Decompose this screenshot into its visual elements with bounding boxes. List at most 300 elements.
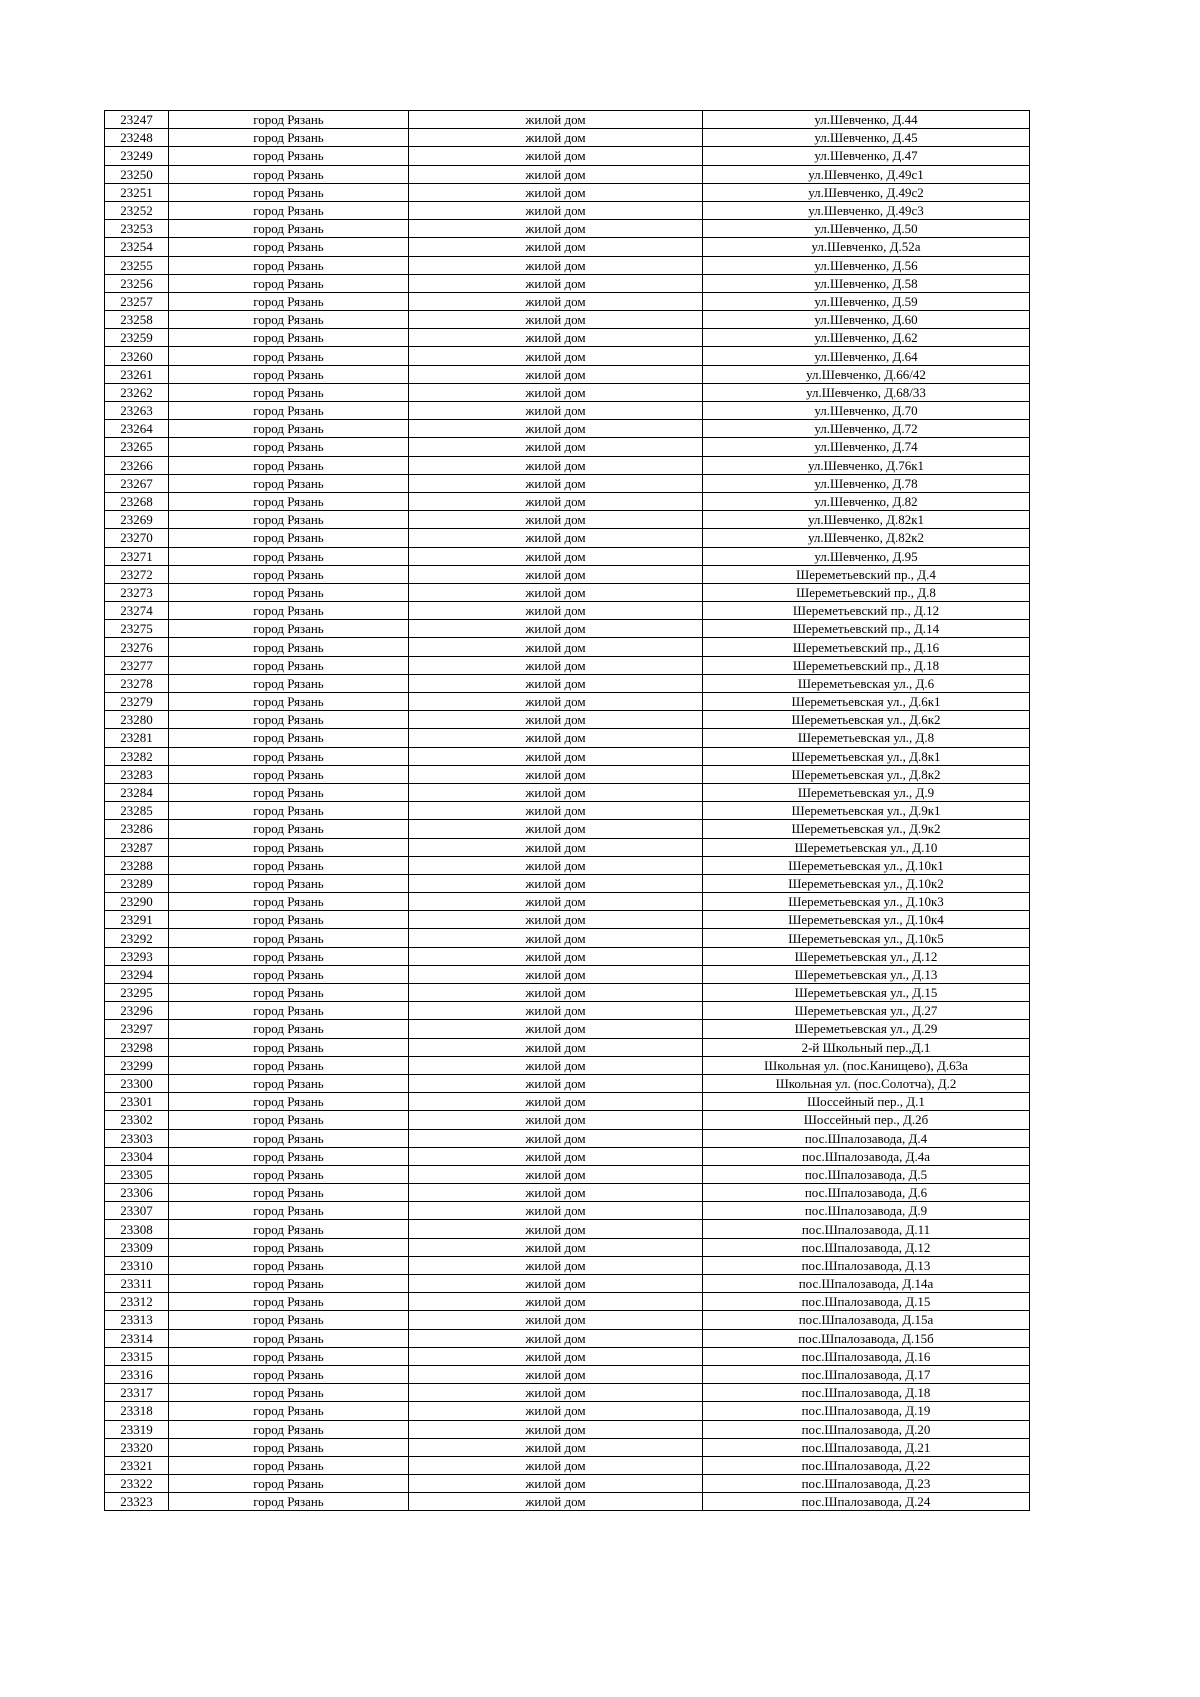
address-cell: пос.Шпалозавода, Д.18 bbox=[703, 1384, 1030, 1402]
city-cell: город Рязань bbox=[169, 729, 409, 747]
table-row bbox=[105, 383, 1030, 401]
city-cell: город Рязань bbox=[169, 783, 409, 801]
row-number-cell: 23253 bbox=[105, 220, 169, 238]
address-cell: ул.Шевченко, Д.56 bbox=[703, 256, 1030, 274]
row-number-cell: 23288 bbox=[105, 856, 169, 874]
city-cell: город Рязань bbox=[169, 183, 409, 201]
row-number-cell: 23255 bbox=[105, 256, 169, 274]
table-row bbox=[105, 420, 1030, 438]
table-row bbox=[105, 1347, 1030, 1365]
building-type-cell: жилой дом bbox=[409, 165, 703, 183]
building-type-cell: жилой дом bbox=[409, 656, 703, 674]
address-cell: Шереметьевская ул., Д.6к2 bbox=[703, 711, 1030, 729]
city-cell: город Рязань bbox=[169, 1111, 409, 1129]
table-row bbox=[105, 1147, 1030, 1165]
city-cell: город Рязань bbox=[169, 1093, 409, 1111]
building-type-cell: жилой дом bbox=[409, 1475, 703, 1493]
address-cell: Шереметьевская ул., Д.10к4 bbox=[703, 911, 1030, 929]
table-row bbox=[105, 1475, 1030, 1493]
row-number-cell: 23309 bbox=[105, 1238, 169, 1256]
building-type-cell: жилой дом bbox=[409, 984, 703, 1002]
building-type-cell: жилой дом bbox=[409, 402, 703, 420]
building-type-cell: жилой дом bbox=[409, 256, 703, 274]
city-cell: город Рязань bbox=[169, 1038, 409, 1056]
building-type-cell: жилой дом bbox=[409, 1402, 703, 1420]
table-row bbox=[105, 1365, 1030, 1383]
table-row bbox=[105, 783, 1030, 801]
address-cell: ул.Шевченко, Д.50 bbox=[703, 220, 1030, 238]
table-row bbox=[105, 201, 1030, 219]
city-cell: город Рязань bbox=[169, 1347, 409, 1365]
city-cell: город Рязань bbox=[169, 311, 409, 329]
building-type-cell: жилой дом bbox=[409, 965, 703, 983]
city-cell: город Рязань bbox=[169, 1184, 409, 1202]
building-type-cell: жилой дом bbox=[409, 383, 703, 401]
address-cell: ул.Шевченко, Д.70 bbox=[703, 402, 1030, 420]
building-type-cell: жилой дом bbox=[409, 456, 703, 474]
table-row bbox=[105, 711, 1030, 729]
building-type-cell: жилой дом bbox=[409, 783, 703, 801]
table-row bbox=[105, 402, 1030, 420]
address-cell: ул.Шевченко, Д.82к2 bbox=[703, 529, 1030, 547]
city-cell: город Рязань bbox=[169, 292, 409, 310]
city-cell: город Рязань bbox=[169, 1365, 409, 1383]
table-row bbox=[105, 220, 1030, 238]
table-row bbox=[105, 292, 1030, 310]
city-cell: город Рязань bbox=[169, 329, 409, 347]
building-type-cell: жилой дом bbox=[409, 1202, 703, 1220]
table-row bbox=[105, 1293, 1030, 1311]
row-number-cell: 23315 bbox=[105, 1347, 169, 1365]
city-cell: город Рязань bbox=[169, 111, 409, 129]
table-row bbox=[105, 565, 1030, 583]
building-type-cell: жилой дом bbox=[409, 674, 703, 692]
address-cell: Шереметьевская ул., Д.8 bbox=[703, 729, 1030, 747]
city-cell: город Рязань bbox=[169, 1074, 409, 1092]
building-type-cell: жилой дом bbox=[409, 329, 703, 347]
building-type-cell: жилой дом bbox=[409, 183, 703, 201]
row-number-cell: 23283 bbox=[105, 765, 169, 783]
table-row bbox=[105, 1311, 1030, 1329]
table-row bbox=[105, 984, 1030, 1002]
address-cell: пос.Шпалозавода, Д.9 bbox=[703, 1202, 1030, 1220]
address-cell: 2-й Школьный пер.,Д.1 bbox=[703, 1038, 1030, 1056]
table-row bbox=[105, 929, 1030, 947]
address-cell: Шоссейный пер., Д.1 bbox=[703, 1093, 1030, 1111]
row-number-cell: 23319 bbox=[105, 1420, 169, 1438]
row-number-cell: 23275 bbox=[105, 620, 169, 638]
address-cell: пос.Шпалозавода, Д.20 bbox=[703, 1420, 1030, 1438]
building-type-cell: жилой дом bbox=[409, 1384, 703, 1402]
row-number-cell: 23290 bbox=[105, 893, 169, 911]
building-type-cell: жилой дом bbox=[409, 1074, 703, 1092]
address-cell: пос.Шпалозавода, Д.17 bbox=[703, 1365, 1030, 1383]
building-type-cell: жилой дом bbox=[409, 292, 703, 310]
row-number-cell: 23258 bbox=[105, 311, 169, 329]
table-row bbox=[105, 311, 1030, 329]
table-row bbox=[105, 365, 1030, 383]
address-cell: Шереметьевский пр., Д.18 bbox=[703, 656, 1030, 674]
address-cell: пос.Шпалозавода, Д.13 bbox=[703, 1256, 1030, 1274]
city-cell: город Рязань bbox=[169, 201, 409, 219]
address-cell: Шереметьевская ул., Д.8к2 bbox=[703, 765, 1030, 783]
row-number-cell: 23262 bbox=[105, 383, 169, 401]
row-number-cell: 23252 bbox=[105, 201, 169, 219]
building-type-cell: жилой дом bbox=[409, 311, 703, 329]
row-number-cell: 23270 bbox=[105, 529, 169, 547]
table-row bbox=[105, 729, 1030, 747]
address-cell: ул.Шевченко, Д.52а bbox=[703, 238, 1030, 256]
building-type-cell: жилой дом bbox=[409, 856, 703, 874]
building-type-cell: жилой дом bbox=[409, 874, 703, 892]
city-cell: город Рязань bbox=[169, 1129, 409, 1147]
address-cell: ул.Шевченко, Д.78 bbox=[703, 474, 1030, 492]
building-type-cell: жилой дом bbox=[409, 129, 703, 147]
building-type-cell: жилой дом bbox=[409, 347, 703, 365]
city-cell: город Рязань bbox=[169, 1293, 409, 1311]
row-number-cell: 23303 bbox=[105, 1129, 169, 1147]
table-row bbox=[105, 1038, 1030, 1056]
building-type-cell: жилой дом bbox=[409, 1056, 703, 1074]
table-row bbox=[105, 620, 1030, 638]
building-type-cell: жилой дом bbox=[409, 1093, 703, 1111]
table-row bbox=[105, 1202, 1030, 1220]
address-cell: пос.Шпалозавода, Д.12 bbox=[703, 1238, 1030, 1256]
table-row bbox=[105, 347, 1030, 365]
city-cell: город Рязань bbox=[169, 1020, 409, 1038]
city-cell: город Рязань bbox=[169, 693, 409, 711]
building-type-cell: жилой дом bbox=[409, 929, 703, 947]
building-type-cell: жилой дом bbox=[409, 893, 703, 911]
row-number-cell: 23304 bbox=[105, 1147, 169, 1165]
table-row bbox=[105, 765, 1030, 783]
row-number-cell: 23313 bbox=[105, 1311, 169, 1329]
city-cell: город Рязань bbox=[169, 620, 409, 638]
table-row bbox=[105, 802, 1030, 820]
address-cell: Шереметьевская ул., Д.27 bbox=[703, 1002, 1030, 1020]
table-row bbox=[105, 874, 1030, 892]
table-row bbox=[105, 1111, 1030, 1129]
address-cell: Шереметьевская ул., Д.15 bbox=[703, 984, 1030, 1002]
city-cell: город Рязань bbox=[169, 929, 409, 947]
address-cell: ул.Шевченко, Д.95 bbox=[703, 547, 1030, 565]
row-number-cell: 23305 bbox=[105, 1165, 169, 1183]
building-type-cell: жилой дом bbox=[409, 1002, 703, 1020]
address-cell: ул.Шевченко, Д.59 bbox=[703, 292, 1030, 310]
address-cell: пос.Шпалозавода, Д.5 bbox=[703, 1165, 1030, 1183]
address-cell: ул.Шевченко, Д.68/33 bbox=[703, 383, 1030, 401]
city-cell: город Рязань bbox=[169, 383, 409, 401]
city-cell: город Рязань bbox=[169, 1456, 409, 1474]
row-number-cell: 23272 bbox=[105, 565, 169, 583]
city-cell: город Рязань bbox=[169, 638, 409, 656]
address-cell: ул.Шевченко, Д.64 bbox=[703, 347, 1030, 365]
city-cell: город Рязань bbox=[169, 802, 409, 820]
address-cell: пос.Шпалозавода, Д.23 bbox=[703, 1475, 1030, 1493]
row-number-cell: 23297 bbox=[105, 1020, 169, 1038]
city-cell: город Рязань bbox=[169, 529, 409, 547]
table-row bbox=[105, 693, 1030, 711]
building-type-cell: жилой дом bbox=[409, 693, 703, 711]
city-cell: город Рязань bbox=[169, 347, 409, 365]
table-row bbox=[105, 183, 1030, 201]
row-number-cell: 23286 bbox=[105, 820, 169, 838]
row-number-cell: 23299 bbox=[105, 1056, 169, 1074]
address-cell: ул.Шевченко, Д.76к1 bbox=[703, 456, 1030, 474]
address-cell: Шереметьевская ул., Д.8к1 bbox=[703, 747, 1030, 765]
row-number-cell: 23300 bbox=[105, 1074, 169, 1092]
table-row bbox=[105, 747, 1030, 765]
city-cell: город Рязань bbox=[169, 456, 409, 474]
building-type-cell: жилой дом bbox=[409, 1111, 703, 1129]
table-row bbox=[105, 1420, 1030, 1438]
table-row bbox=[105, 547, 1030, 565]
address-cell: пос.Шпалозавода, Д.22 bbox=[703, 1456, 1030, 1474]
table-row bbox=[105, 1165, 1030, 1183]
building-type-cell: жилой дом bbox=[409, 111, 703, 129]
building-type-cell: жилой дом bbox=[409, 1020, 703, 1038]
address-cell: Шереметьевский пр., Д.8 bbox=[703, 583, 1030, 601]
building-type-cell: жилой дом bbox=[409, 529, 703, 547]
building-type-cell: жилой дом bbox=[409, 1329, 703, 1347]
building-type-cell: жилой дом bbox=[409, 1038, 703, 1056]
row-number-cell: 23279 bbox=[105, 693, 169, 711]
row-number-cell: 23276 bbox=[105, 638, 169, 656]
table-row bbox=[105, 1438, 1030, 1456]
table-row bbox=[105, 838, 1030, 856]
city-cell: город Рязань bbox=[169, 674, 409, 692]
address-cell: пос.Шпалозавода, Д.21 bbox=[703, 1438, 1030, 1456]
city-cell: город Рязань bbox=[169, 492, 409, 510]
city-cell: город Рязань bbox=[169, 947, 409, 965]
building-type-cell: жилой дом bbox=[409, 1238, 703, 1256]
row-number-cell: 23274 bbox=[105, 602, 169, 620]
address-cell: Шереметьевская ул., Д.10к2 bbox=[703, 874, 1030, 892]
row-number-cell: 23265 bbox=[105, 438, 169, 456]
building-type-cell: жилой дом bbox=[409, 238, 703, 256]
building-type-cell: жилой дом bbox=[409, 820, 703, 838]
address-cell: ул.Шевченко, Д.45 bbox=[703, 129, 1030, 147]
row-number-cell: 23306 bbox=[105, 1184, 169, 1202]
row-number-cell: 23281 bbox=[105, 729, 169, 747]
address-cell: ул.Шевченко, Д.72 bbox=[703, 420, 1030, 438]
row-number-cell: 23269 bbox=[105, 511, 169, 529]
address-cell: ул.Шевченко, Д.74 bbox=[703, 438, 1030, 456]
row-number-cell: 23249 bbox=[105, 147, 169, 165]
city-cell: город Рязань bbox=[169, 856, 409, 874]
building-type-cell: жилой дом bbox=[409, 1438, 703, 1456]
address-cell: Шереметьевская ул., Д.10к5 bbox=[703, 929, 1030, 947]
building-type-cell: жилой дом bbox=[409, 620, 703, 638]
row-number-cell: 23323 bbox=[105, 1493, 169, 1511]
address-cell: Шереметьевская ул., Д.9 bbox=[703, 783, 1030, 801]
row-number-cell: 23298 bbox=[105, 1038, 169, 1056]
table-row bbox=[105, 1256, 1030, 1274]
city-cell: город Рязань bbox=[169, 1493, 409, 1511]
building-type-cell: жилой дом bbox=[409, 1347, 703, 1365]
address-cell: ул.Шевченко, Д.49с1 bbox=[703, 165, 1030, 183]
row-number-cell: 23322 bbox=[105, 1475, 169, 1493]
row-number-cell: 23307 bbox=[105, 1202, 169, 1220]
building-type-cell: жилой дом bbox=[409, 547, 703, 565]
row-number-cell: 23261 bbox=[105, 365, 169, 383]
row-number-cell: 23268 bbox=[105, 492, 169, 510]
row-number-cell: 23264 bbox=[105, 420, 169, 438]
row-number-cell: 23284 bbox=[105, 783, 169, 801]
address-cell: пос.Шпалозавода, Д.15а bbox=[703, 1311, 1030, 1329]
address-cell: Шереметьевская ул., Д.6к1 bbox=[703, 693, 1030, 711]
building-type-cell: жилой дом bbox=[409, 147, 703, 165]
table-row bbox=[105, 1402, 1030, 1420]
city-cell: город Рязань bbox=[169, 365, 409, 383]
registry-body bbox=[105, 111, 1030, 1511]
row-number-cell: 23293 bbox=[105, 947, 169, 965]
row-number-cell: 23289 bbox=[105, 874, 169, 892]
city-cell: город Рязань bbox=[169, 1220, 409, 1238]
address-cell: пос.Шпалозавода, Д.15 bbox=[703, 1293, 1030, 1311]
row-number-cell: 23296 bbox=[105, 1002, 169, 1020]
building-type-cell: жилой дом bbox=[409, 438, 703, 456]
row-number-cell: 23312 bbox=[105, 1293, 169, 1311]
table-row bbox=[105, 238, 1030, 256]
address-cell: Шереметьевский пр., Д.16 bbox=[703, 638, 1030, 656]
city-cell: город Рязань bbox=[169, 1438, 409, 1456]
address-cell: пос.Шпалозавода, Д.4 bbox=[703, 1129, 1030, 1147]
city-cell: город Рязань bbox=[169, 438, 409, 456]
table-row bbox=[105, 1020, 1030, 1038]
city-cell: город Рязань bbox=[169, 911, 409, 929]
housing-registry-table bbox=[104, 110, 1030, 1511]
address-cell: пос.Шпалозавода, Д.24 bbox=[703, 1493, 1030, 1511]
city-cell: город Рязань bbox=[169, 511, 409, 529]
building-type-cell: жилой дом bbox=[409, 274, 703, 292]
city-cell: город Рязань bbox=[169, 1238, 409, 1256]
row-number-cell: 23248 bbox=[105, 129, 169, 147]
building-type-cell: жилой дом bbox=[409, 583, 703, 601]
city-cell: город Рязань bbox=[169, 711, 409, 729]
city-cell: город Рязань bbox=[169, 402, 409, 420]
building-type-cell: жилой дом bbox=[409, 1275, 703, 1293]
building-type-cell: жилой дом bbox=[409, 201, 703, 219]
row-number-cell: 23321 bbox=[105, 1456, 169, 1474]
table-row bbox=[105, 256, 1030, 274]
building-type-cell: жилой дом bbox=[409, 1129, 703, 1147]
building-type-cell: жилой дом bbox=[409, 1184, 703, 1202]
building-type-cell: жилой дом bbox=[409, 911, 703, 929]
building-type-cell: жилой дом bbox=[409, 638, 703, 656]
row-number-cell: 23295 bbox=[105, 984, 169, 1002]
row-number-cell: 23285 bbox=[105, 802, 169, 820]
row-number-cell: 23317 bbox=[105, 1384, 169, 1402]
address-cell: ул.Шевченко, Д.58 bbox=[703, 274, 1030, 292]
row-number-cell: 23318 bbox=[105, 1402, 169, 1420]
row-number-cell: 23250 bbox=[105, 165, 169, 183]
row-number-cell: 23273 bbox=[105, 583, 169, 601]
address-cell: Шереметьевская ул., Д.9к2 bbox=[703, 820, 1030, 838]
building-type-cell: жилой дом bbox=[409, 420, 703, 438]
building-type-cell: жилой дом bbox=[409, 1256, 703, 1274]
building-type-cell: жилой дом bbox=[409, 1420, 703, 1438]
building-type-cell: жилой дом bbox=[409, 1365, 703, 1383]
address-cell: Шереметьевский пр., Д.4 bbox=[703, 565, 1030, 583]
address-cell: ул.Шевченко, Д.44 bbox=[703, 111, 1030, 129]
row-number-cell: 23256 bbox=[105, 274, 169, 292]
table-row bbox=[105, 1238, 1030, 1256]
row-number-cell: 23247 bbox=[105, 111, 169, 129]
table-row bbox=[105, 129, 1030, 147]
building-type-cell: жилой дом bbox=[409, 1147, 703, 1165]
table-row bbox=[105, 674, 1030, 692]
table-row bbox=[105, 820, 1030, 838]
building-type-cell: жилой дом bbox=[409, 802, 703, 820]
table-row bbox=[105, 856, 1030, 874]
address-cell: ул.Шевченко, Д.82к1 bbox=[703, 511, 1030, 529]
row-number-cell: 23278 bbox=[105, 674, 169, 692]
city-cell: город Рязань bbox=[169, 1420, 409, 1438]
city-cell: город Рязань bbox=[169, 765, 409, 783]
building-type-cell: жилой дом bbox=[409, 947, 703, 965]
building-type-cell: жилой дом bbox=[409, 474, 703, 492]
table-row bbox=[105, 1329, 1030, 1347]
city-cell: город Рязань bbox=[169, 602, 409, 620]
table-row bbox=[105, 1384, 1030, 1402]
row-number-cell: 23282 bbox=[105, 747, 169, 765]
city-cell: город Рязань bbox=[169, 893, 409, 911]
row-number-cell: 23320 bbox=[105, 1438, 169, 1456]
table-row bbox=[105, 111, 1030, 129]
table-row bbox=[105, 492, 1030, 510]
city-cell: город Рязань bbox=[169, 1202, 409, 1220]
building-type-cell: жилой дом bbox=[409, 765, 703, 783]
city-cell: город Рязань bbox=[169, 547, 409, 565]
city-cell: город Рязань bbox=[169, 1147, 409, 1165]
city-cell: город Рязань bbox=[169, 1329, 409, 1347]
table-row bbox=[105, 511, 1030, 529]
address-cell: Шереметьевская ул., Д.10 bbox=[703, 838, 1030, 856]
city-cell: город Рязань bbox=[169, 165, 409, 183]
table-row bbox=[105, 1275, 1030, 1293]
address-cell: пос.Шпалозавода, Д.11 bbox=[703, 1220, 1030, 1238]
row-number-cell: 23311 bbox=[105, 1275, 169, 1293]
address-cell: ул.Шевченко, Д.49с3 bbox=[703, 201, 1030, 219]
city-cell: город Рязань bbox=[169, 256, 409, 274]
building-type-cell: жилой дом bbox=[409, 747, 703, 765]
address-cell: пос.Шпалозавода, Д.15б bbox=[703, 1329, 1030, 1347]
address-cell: пос.Шпалозавода, Д.19 bbox=[703, 1402, 1030, 1420]
building-type-cell: жилой дом bbox=[409, 1493, 703, 1511]
table-row bbox=[105, 965, 1030, 983]
table-row bbox=[105, 1129, 1030, 1147]
city-cell: город Рязань bbox=[169, 220, 409, 238]
row-number-cell: 23257 bbox=[105, 292, 169, 310]
building-type-cell: жилой дом bbox=[409, 1456, 703, 1474]
building-type-cell: жилой дом bbox=[409, 711, 703, 729]
city-cell: город Рязань bbox=[169, 984, 409, 1002]
address-cell: Шереметьевская ул., Д.12 bbox=[703, 947, 1030, 965]
city-cell: город Рязань bbox=[169, 1311, 409, 1329]
table-row bbox=[105, 947, 1030, 965]
address-cell: Шоссейный пер., Д.2б bbox=[703, 1111, 1030, 1129]
building-type-cell: жилой дом bbox=[409, 1311, 703, 1329]
city-cell: город Рязань bbox=[169, 1402, 409, 1420]
address-cell: Шереметьевская ул., Д.9к1 bbox=[703, 802, 1030, 820]
table-row bbox=[105, 1220, 1030, 1238]
table-row bbox=[105, 474, 1030, 492]
row-number-cell: 23277 bbox=[105, 656, 169, 674]
city-cell: город Рязань bbox=[169, 820, 409, 838]
address-cell: пос.Шпалозавода, Д.6 bbox=[703, 1184, 1030, 1202]
city-cell: город Рязань bbox=[169, 565, 409, 583]
